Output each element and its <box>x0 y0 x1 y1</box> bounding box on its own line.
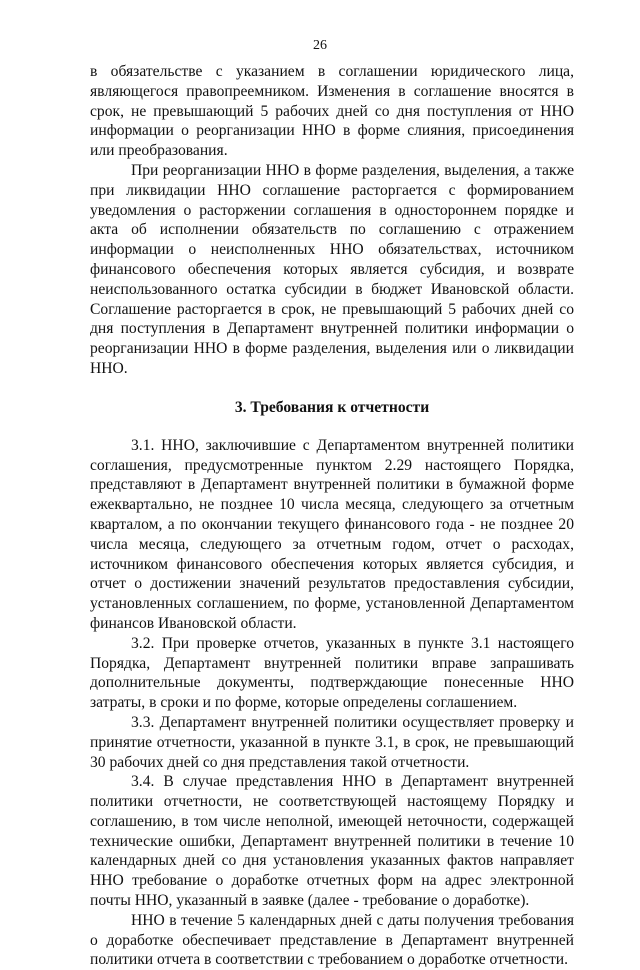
paragraph-3-4: 3.4. В случае представления ННО в Департамент внутренней политики отчетности, не соответствующей настоящему Порядку и соглашению, в том числе неполной, имеющей неточности, содержащей технические ошибки, Департамент внутренней политики в течение 10 календарных дней со дня установления указанных фактов направляет ННО требование о доработке отчетных форм на адрес электронной почты ННО, указанный в заявке (далее - требование о доработке). <box>90 773 574 910</box>
paragraph-reorganization-division: При реорганизации ННО в форме разделения, выделения, а также при ликвидации ННО соглашение расторгается с формированием уведомления о расторжении соглашения в одностороннем порядке и акта об исполнении обязательств по соглашению с отражением информации о неисполненных ННО обязательствах, источником финансового обеспечения которых является субсидия, и возврате неиспользованного остатка субсидии в бюджет Ивановской области. Соглашение расторгается в срок, не превышающий 5 рабочих дней со дня поступления в Департамент внутренней политики информации о реорганизации ННО в форме разделения, выделения или о ликвидации ННО. <box>90 161 574 377</box>
paragraph-3-2: 3.2. При проверке отчетов, указанных в пункте 3.1 настоящего Порядка, Департамент внутренней политики вправе запрашивать дополнительные документы, подтверждающие понесенные ННО затраты, в сроки и по форме, которые определены соглашением. <box>90 634 574 712</box>
paragraph-3-4-continuation: ННО в течение 5 календарных дней с даты получения требования о доработке обеспечивает представление в Департамент внутренней политики отчета в соответствии с требованием о доработке отчетности. <box>90 911 574 969</box>
section-heading: 3. Требования к отчетности <box>234 398 430 416</box>
paragraph-3-3: 3.3. Департамент внутренней политики осуществляет проверку и принятие отчетности, указанной в пункте 3.1, в срок, не превышающий 30 рабочих дней со дня представления такой отчетности. <box>90 713 574 771</box>
page-number: 26 <box>313 38 327 53</box>
document-body <box>90 62 574 970</box>
paragraph-reorganization-merger: в обязательстве с указанием в соглашении юридического лица, являющегося правопреемником. Изменения в соглашение вносятся в срок, не превышающий 5 рабочих дней со дня поступления от ННО информации о реорганизации ННО в форме слияния, присоединения или преобразования. <box>90 63 574 160</box>
paragraph-3-1: 3.1. ННО, заключившие с Департаментом внутренней политики соглашения, предусмотренные пунктом 2.29 настоящего Порядка, представляют в Департамент внутренней политики в бумажной форме ежеквартально, не позднее 10 числа месяца, следующего за отчетным кварталом, а по окончании текущего финансового года - не позднее 20 числа месяца, следующего за отчетным годом, отчет о расходах, источником финансового обеспечения которых является субсидия, и отчет о достижении значений результатов предоставления субсидии, установленных соглашением, по форме, установленной Департаментом финансов Ивановской области. <box>90 436 574 632</box>
